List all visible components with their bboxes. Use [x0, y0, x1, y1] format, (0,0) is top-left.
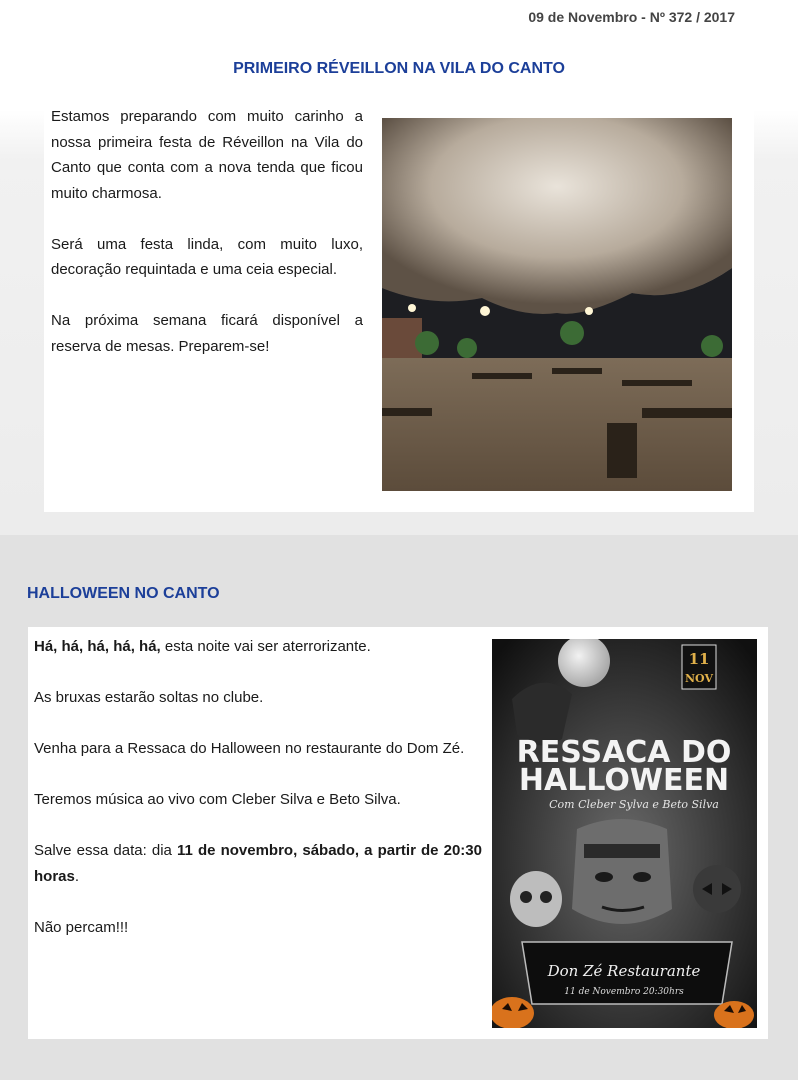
halloween-paragraph-1 [34, 634, 482, 660]
poster-title-line2: HALLOWEEN [518, 763, 730, 798]
poster-illustration [492, 639, 757, 1028]
halloween-paragraph-4: Teremos música ao vivo com Cleber Silva e Beto Silva. [34, 791, 401, 808]
pumpkin-icon-right [714, 1001, 754, 1028]
poster-subtitle: Com Cleber Sylva e Beto Silva [549, 798, 719, 811]
halloween-poster [492, 639, 757, 1028]
poster-venue: Don Zé Restaurante [547, 962, 701, 980]
reveillon-paragraph-3: Na próxima semana ficará disponível a reserva de mesas. Preparem-se! [51, 312, 363, 355]
reveillon-paragraph-2: Será uma festa linda, com muito luxo, decoração requintada e uma ceia especial. [51, 235, 363, 278]
tent-photo [382, 118, 732, 491]
issue-date-line: 09 de Novembro - Nº 372 / 2017 [528, 9, 735, 25]
halloween-paragraph-3: Venha para a Ressaca do Halloween no restaurante do Dom Zé. [34, 740, 465, 757]
halloween-paragraph-2: As bruxas estarão soltas no clube. [34, 689, 264, 706]
section-title-halloween: HALLOWEEN NO CANTO [27, 585, 220, 602]
poster-date-line: 11 de Novembro 20:30hrs [564, 987, 684, 997]
poster-title-line1: RESSACA DO [516, 735, 732, 770]
p5-post: . [74, 867, 80, 885]
halloween-paragraph-5 [34, 838, 482, 889]
poster-month: NOV [685, 672, 713, 685]
skull-icon [510, 871, 562, 927]
event-date-bold: 11 de novembro, sábado, a partir de 20:30 horas [34, 842, 482, 885]
reveillon-text [51, 104, 363, 385]
reveillon-paragraph-1: Estamos preparando com muito carinho a nossa primeira festa de Réveillon na Vila do Canto que conta com a nova tenda que ficou muito charmosa. [51, 108, 363, 202]
p5-pre: Salve essa data: dia [34, 842, 177, 859]
poster-day: 11 [688, 650, 710, 668]
scarecrow-icon [693, 865, 741, 913]
tent-photo-illustration [382, 118, 732, 491]
p1-rest: esta noite vai ser aterrorizante. [160, 638, 371, 655]
halloween-text [34, 634, 482, 966]
halloween-card [28, 627, 768, 1039]
frankenstein-face-icon [572, 819, 672, 924]
halloween-paragraph-6: Não percam!!! [34, 918, 129, 936]
reveillon-card [44, 104, 754, 512]
laugh-text: Há, há, há, há, há, [34, 638, 161, 655]
section-title-reveillon: PRIMEIRO RÉVEILLON NA VILA DO CANTO [233, 60, 565, 77]
